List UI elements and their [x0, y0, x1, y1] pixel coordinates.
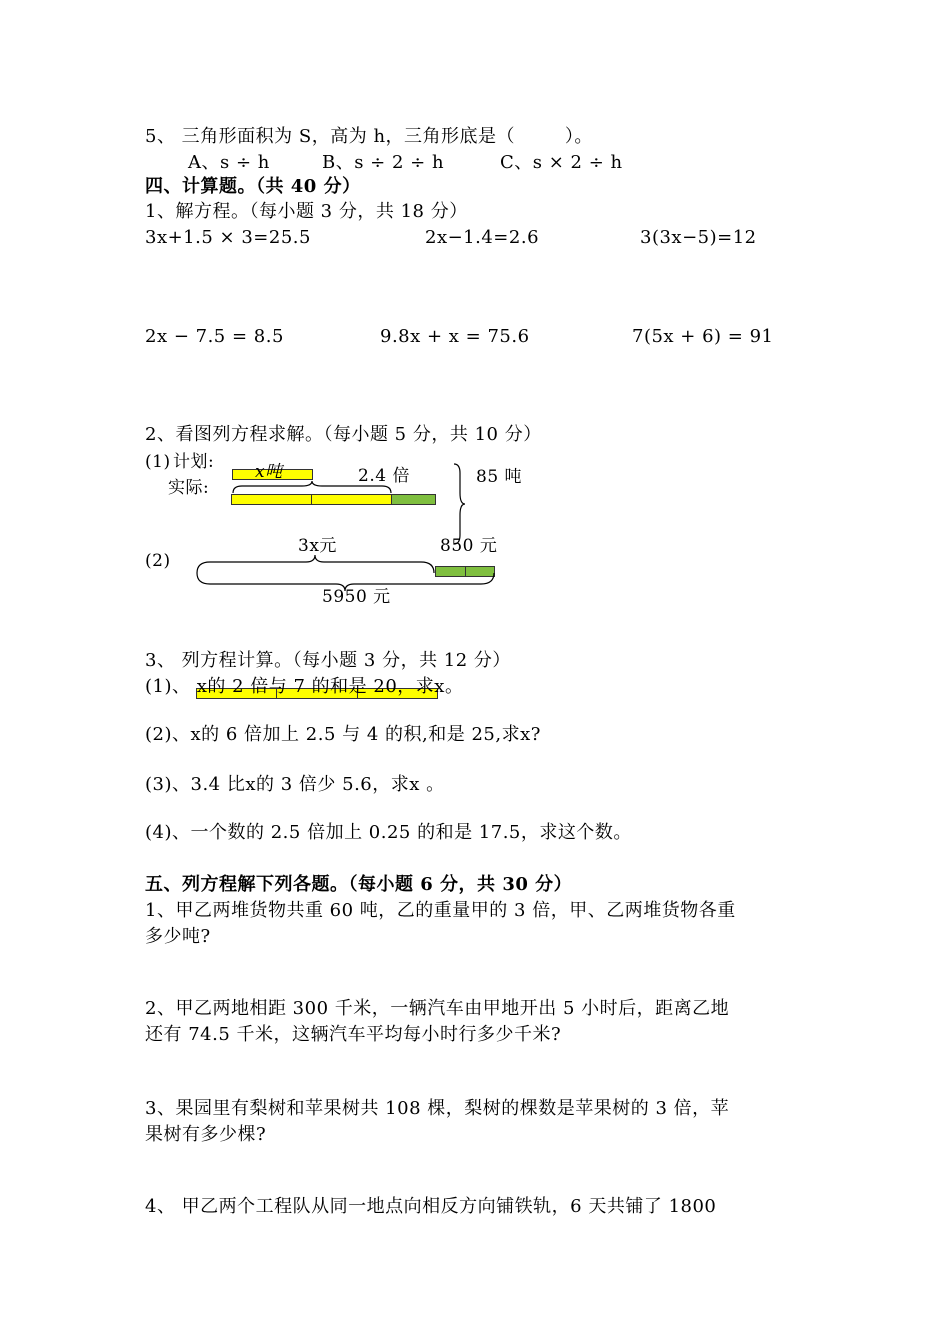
- q5-option-b: B、s ÷ 2 ÷ h: [322, 152, 445, 173]
- equation-4: 2x − 7.5 = 8.5: [145, 326, 284, 347]
- sec5-problem-1-line-2: 多少吨?: [145, 926, 211, 947]
- sec5-problem-3-line-2: 果树有多少棵?: [145, 1124, 267, 1145]
- part3-item-4: (4)、一个数的 2.5 倍加上 0.25 的和是 17.5，求这个数。: [145, 822, 632, 843]
- actual-bar-green: [391, 494, 436, 505]
- q5-text: 5、 三角形面积为 S，高为 h，三角形底是（ ）。: [145, 126, 593, 147]
- sec4-part2-title: 2、看图列方程求解。（每小题 5 分，共 10 分）: [145, 424, 542, 445]
- sec5-problem-2-line-2: 还有 74.5 千米，这辆汽车平均每小时行多少千米?: [145, 1024, 562, 1045]
- equation-2: 2x−1.4=2.6: [425, 227, 540, 248]
- equation-6: 7(5x + 6) = 91: [632, 326, 774, 347]
- part3-item-3: (3)、3.4 比x的 3 倍少 5.6，求x 。: [145, 774, 445, 795]
- sec5-problem-2-line-1: 2、甲乙两地相距 300 千米，一辆汽车由甲地开出 5 小时后，距离乙地: [145, 998, 730, 1019]
- actual-label: 实际:: [168, 478, 210, 498]
- equation-1: 3x+1.5 × 3=25.5: [145, 227, 311, 248]
- part-brace: [196, 554, 436, 574]
- total-brace: [453, 463, 467, 545]
- green-850-label: 850 元: [440, 536, 498, 556]
- q5-option-a: A、s ÷ h: [188, 152, 270, 173]
- sec5-problem-1-line-1: 1、甲乙两堆货物共重 60 吨，乙的重量甲的 3 倍，甲、乙两堆货物各重: [145, 900, 736, 921]
- plan-label: 计划:: [173, 452, 215, 472]
- part-3x-label: 3x元: [298, 536, 337, 556]
- total-5950-label: 5950 元: [322, 587, 391, 607]
- times-label: 2.4 倍: [358, 466, 410, 486]
- equation-5: 9.8x + x = 75.6: [380, 326, 530, 347]
- equation-3: 3(3x−5)=12: [640, 227, 757, 248]
- total-85-label: 85 吨: [476, 467, 523, 487]
- sec5-problem-3-line-1: 3、果园里有梨树和苹果树共 108 棵，梨树的棵数是苹果树的 3 倍，苹: [145, 1098, 730, 1119]
- sec4-part3-title: 3、 列方程计算。（每小题 3 分，共 12 分）: [145, 650, 511, 671]
- diagram-1-number: (1): [145, 452, 171, 472]
- section-4-title: 四、计算题。（共 40 分）: [145, 176, 361, 197]
- q5-option-c: C、s × 2 ÷ h: [500, 152, 623, 173]
- actual-bar-divider: [311, 494, 312, 505]
- diagram-2-number: (2): [145, 551, 171, 571]
- section-5-title: 五、列方程解下列各题。（每小题 6 分，共 30 分）: [145, 874, 573, 895]
- times-brace: [232, 480, 392, 494]
- sec5-problem-4-line-1: 4、 甲乙两个工程队从同一地点向相反方向铺铁轨，6 天共铺了 1800: [145, 1196, 717, 1217]
- x-ton-label: x吨: [255, 462, 283, 482]
- part3-item-1: (1)、 x的 2 倍与 7 的和是 20，求x。: [145, 676, 464, 697]
- sec4-part1-title: 1、解方程。（每小题 3 分，共 18 分）: [145, 201, 468, 222]
- part3-item-2: (2)、x的 6 倍加上 2.5 与 4 的积,和是 25,求x?: [145, 724, 541, 745]
